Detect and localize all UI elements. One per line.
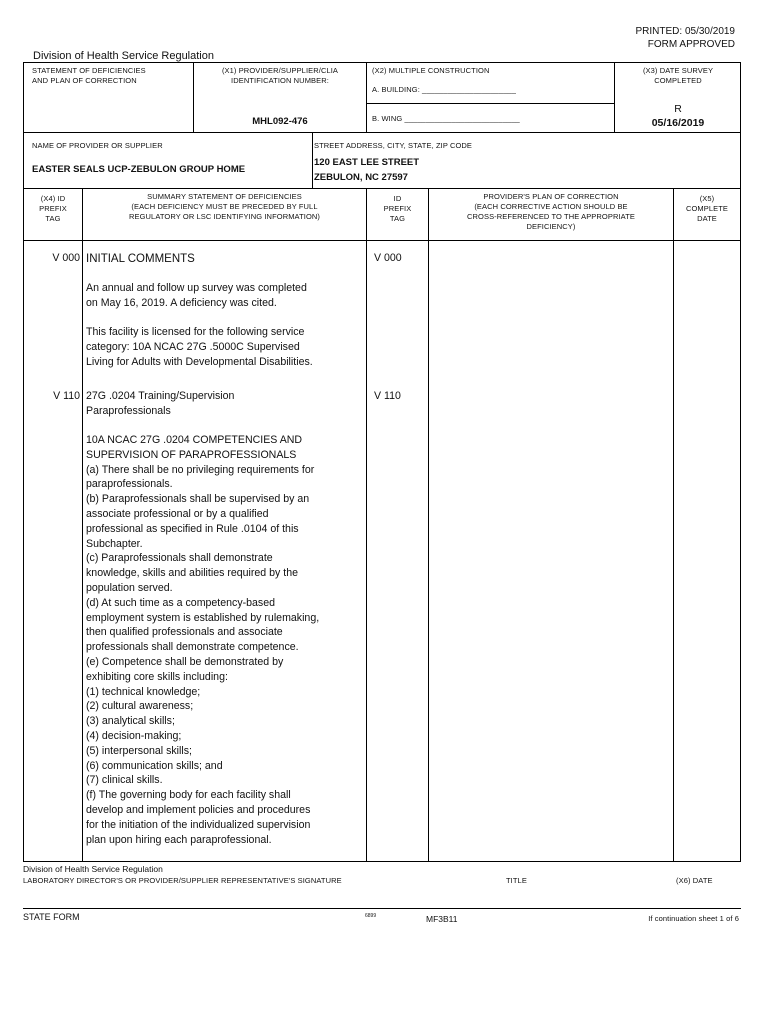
wing-label: B. WING ___________________________ <box>372 114 520 123</box>
division-title: Division of Health Service Regulation <box>33 50 214 62</box>
entry-title: INITIAL COMMENTS <box>86 253 195 265</box>
signature-label: LABORATORY DIRECTOR'S OR PROVIDER/SUPPLIER REPRESENTATIVE'S SIGNATURE <box>23 876 342 885</box>
survey-date: 05/16/2019 <box>651 117 705 129</box>
statement-label: STATEMENT OF DEFICIENCIES AND PLAN OF CORRECTION <box>32 66 146 85</box>
title-label: TITLE <box>506 876 527 885</box>
entry-body: An annual and follow up survey was completed on May 16, 2019. A deficiency was cited. This facility is licensed for the following service category: 10A NCAC 27G .5000C Supervised Living for Adults with Developmental Disabilities. <box>86 282 313 368</box>
state-form-label: STATE FORM <box>23 912 80 922</box>
col-x4-header: (X4) ID PREFIX TAG <box>39 194 67 223</box>
continuation-sheet: If continuation sheet 1 of 6 <box>648 914 739 923</box>
form-code: MF3B11 <box>426 914 458 924</box>
form-number: 6899 <box>365 913 377 919</box>
x3-label: (X3) DATE SURVEY COMPLETED <box>642 66 714 85</box>
form-approved: FORM APPROVED <box>647 39 735 50</box>
address-city: ZEBULON, NC 27597 <box>314 172 408 183</box>
building-label: A. BUILDING: ______________________ <box>372 85 517 94</box>
entry-tag: V 000 <box>52 252 80 264</box>
survey-type-code: R <box>674 103 682 115</box>
printed-date: PRINTED: 05/30/2019 <box>635 26 735 37</box>
col-plan-header: PROVIDER'S PLAN OF CORRECTION (EACH CORRECTIVE ACTION SHOULD BE CROSS-REFERENCED TO THE APPROPRIATE DEFICIENCY) <box>467 192 635 231</box>
address-label: STREET ADDRESS, CITY, STATE, ZIP CODE <box>314 141 473 150</box>
x2-label: (X2) MULTIPLE CONSTRUCTION <box>372 66 490 75</box>
col-summary-header: SUMMARY STATEMENT OF DEFICIENCIES (EACH DEFICIENCY MUST BE PRECEDED BY FULL REGULATORY OR LSC IDENTIFYING INFORMATION) <box>128 192 321 221</box>
entry-title: 27G .0204 Training/Supervision Paraprofessionals <box>86 390 235 417</box>
entry-tag: V 110 <box>53 390 80 402</box>
col-x5-header: (X5) COMPLETE DATE <box>685 194 729 223</box>
col-id-prefix-header: ID PREFIX TAG <box>383 194 412 223</box>
x1-label: (X1) PROVIDER/SUPPLIER/CLIA IDENTIFICATION NUMBER: <box>221 66 339 85</box>
footer-division: Division of Health Service Regulation <box>23 864 163 874</box>
provider-id-number: MHL092-476 <box>252 116 308 127</box>
provider-name: EASTER SEALS UCP-ZEBULON GROUP HOME <box>32 164 246 175</box>
entry-body: 10A NCAC 27G .0204 COMPETENCIES AND SUPERVISION OF PARAPROFESSIONALS (a) There shall be no privileging requirements for paraprofessionals. (b) Paraprofessionals shall be supervised by an associate professional or by a qualified professional as specified in Rule .0104 of this Subchapter. (c) Paraprofessionals shall demonstrate knowledge, skills and abilities required by the population served. (d) At such time as a competency-based employment system is established by rulemaking, then qualified professionals and associate professionals shall demonstrate competence. (e) Competence shall be demonstrated by exhibiting core skills including: (1) technical knowledge; (2) cultural awareness; (3) analytical skills; (4) decision-making; (5) interpersonal skills; (6) communication skills; and (7) clinical skills. (f) The governing body for each facility shall develop and implement policies and procedures for the initiation of the individualized supervision plan upon hiring each paraprofessional. <box>86 434 320 846</box>
entry-id-tag: V 110 <box>374 390 401 402</box>
provider-name-label: NAME OF PROVIDER OR SUPPLIER <box>32 141 163 150</box>
address-street: 120 EAST LEE STREET <box>314 157 420 168</box>
x6-date-label: (X6) DATE <box>676 876 713 885</box>
entry-id-tag: V 000 <box>374 252 402 264</box>
